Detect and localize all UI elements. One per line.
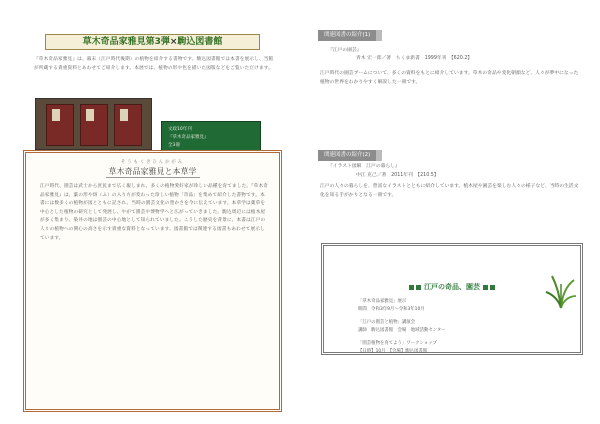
event-detail: 【日時】10月 【会場】駒込図書館 xyxy=(358,349,428,354)
book-volume xyxy=(114,104,142,146)
frame-title xyxy=(26,166,279,177)
exhibition-title xyxy=(45,34,260,50)
event-heading-text: 江戸の奇品、園芸 xyxy=(424,283,480,291)
frame-body: 江戸時代、園芸は武士から庶民まで広く親しまれ、多くの植物愛好家が珍しい品種を育てました。『草木奇品家雅見』は、葉の形や斑（ふ）の入り方が変わった珍しい植物「奇品」を集めて紹介した書物です。本書には数多くの植物が図とともに記され、当時の園芸文化の豊かさを今に伝えています。本草学は薬草を中心とした植物の研究として発展し、やがて園芸や博物学へと広がっていきました。駒込周辺には植木屋が多く集まり、染井の地は園芸の中心地として知られていました。こうした歴史を背景に、本書は江戸の人々の植物への関心の高さを示す貴重な資料となっています。図書館では関連する図書もあわせて展示しています。 xyxy=(40,184,269,241)
book1-meta: 青木 宏一郎／著 ちくま新書 1999年刊 【620.2】 xyxy=(356,56,473,61)
right-page xyxy=(300,0,600,424)
title-part2: 駒込図書館 xyxy=(177,37,223,47)
book1-title: 『江戸の園芸』 xyxy=(328,48,362,53)
book-photo xyxy=(35,98,152,150)
title-x: × xyxy=(169,37,178,47)
frame-title-text: 草木奇品家雅見と本草学 xyxy=(106,167,200,178)
book1-body: 江戸時代の園芸ブームについて、多くの資料をもとに紹介しています。草木の奇品や変化朝顔など、人々が夢中になった植物の世界をわかりやすく解説した一冊です。 xyxy=(320,71,579,85)
event-item: 「草木奇品家雅見」展示 xyxy=(358,299,407,304)
square-icon xyxy=(416,285,421,290)
event-item: 「江戸の園芸と植物」講演会 xyxy=(358,320,416,325)
event-item: 「園芸植物を育てよう」ワークショップ xyxy=(358,341,437,346)
book2-title: 『イラスト図解 江戸の暮らし』 xyxy=(328,164,400,169)
square-icon xyxy=(490,285,495,290)
book-volume xyxy=(46,104,74,146)
section-heading-1: 関連図書の紹介(1) xyxy=(318,30,382,41)
frame-title-ruby: そうもくきひんかがみ xyxy=(121,160,184,165)
plant-icon xyxy=(544,270,578,310)
event-heading xyxy=(324,282,580,292)
title-part1: 草木奇品家雅見第3弾 xyxy=(82,37,170,47)
feature-frame xyxy=(23,150,282,412)
section-heading-2: 関連図書の紹介(2) xyxy=(318,150,382,161)
event-detail: 期間 令和3年9月～令和3年10月 xyxy=(358,307,425,312)
square-icon xyxy=(409,285,414,290)
event-box xyxy=(321,243,583,355)
book2-meta: 中江 克己／著 2011年刊 【210.5】 xyxy=(356,173,439,178)
card-line: 『草木奇品家雅見』 xyxy=(168,135,209,140)
event-detail: 講師 駒込図書館 会場 地域活動センター xyxy=(358,328,446,333)
book-volume xyxy=(80,104,108,146)
book2-body: 江戸の人々の暮らしを、豊富なイラストとともに紹介しています。植木屋や園芸を楽しむ人々の様子など、当時の生活文化を知る手がかりとなる一冊です。 xyxy=(320,184,579,198)
square-icon xyxy=(483,285,488,290)
intro-text: 『草木奇品家雅見』は、幕末（江戸時代後期）の植物を紹介する書物です。駒込図書館では本書を展示し、当館が所蔵する貴重資料とあわせてご紹介します。本展では、植物の形や色を描いた図版などをご覧いただけます。 xyxy=(34,57,274,71)
card-line: 全3冊 xyxy=(168,143,180,148)
card-line: 文政10年刊 xyxy=(168,127,192,132)
